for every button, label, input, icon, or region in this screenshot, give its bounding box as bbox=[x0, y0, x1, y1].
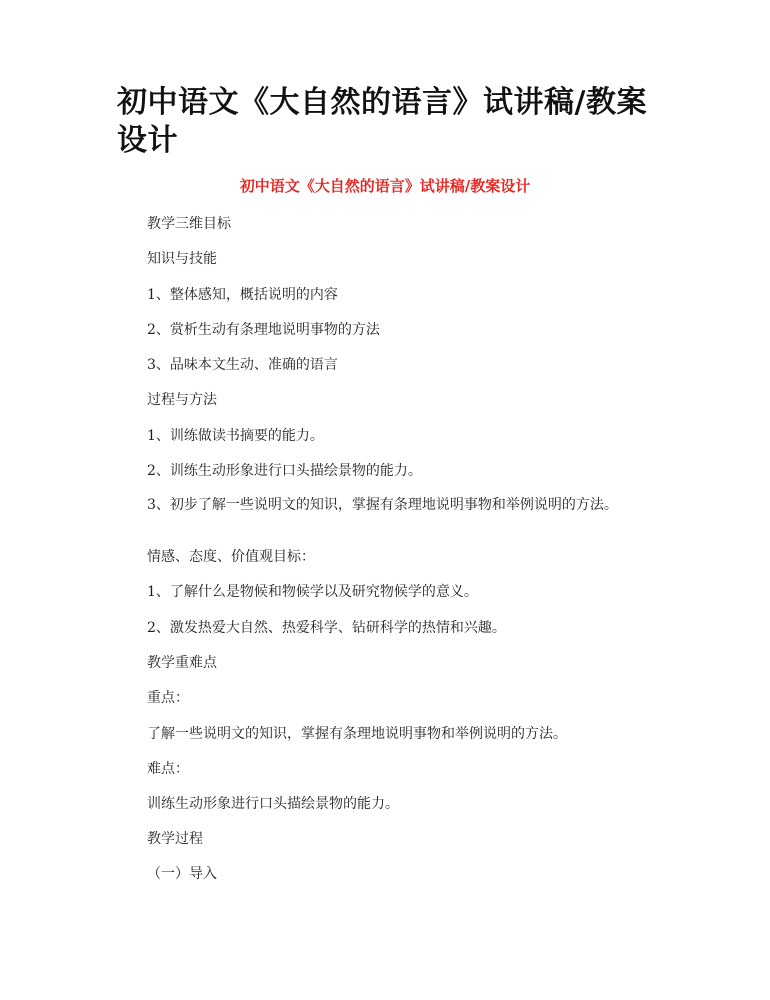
section-heading-key-difficult: 教学重难点 bbox=[147, 655, 217, 671]
paragraph-item: 3、品味本文生动、准确的语言 bbox=[147, 357, 338, 373]
subheading-process-method: 过程与方法 bbox=[147, 392, 217, 408]
paragraph-item: 1、整体感知，概括说明的内容 bbox=[147, 287, 338, 303]
paragraph-item: 3、初步了解一些说明文的知识，掌握有条理地说明事物和举例说明的方法。 bbox=[147, 497, 618, 513]
paragraph-item: 1、了解什么是物候和物候学以及研究物候学的意义。 bbox=[147, 584, 478, 600]
subheading-emotion-values: 情感、态度、价值观目标： bbox=[147, 549, 315, 565]
paragraph-item: 训练生动形象进行口头描绘景物的能力。 bbox=[147, 796, 399, 812]
section-heading-objectives: 教学三维目标 bbox=[147, 216, 231, 232]
paragraph-item: 2、赏析生动有条理地说明事物的方法 bbox=[147, 322, 380, 338]
subheading-key-point: 重点： bbox=[147, 690, 189, 706]
document-title: 初中语文《大自然的语言》试讲稿/教案设计 bbox=[117, 85, 647, 158]
document-subtitle: 初中语文《大自然的语言》试讲稿/教案设计 bbox=[239, 177, 531, 195]
paragraph-item: 了解一些说明文的知识，掌握有条理地说明事物和举例说明的方法。 bbox=[147, 726, 567, 742]
subheading-difficult-point: 难点： bbox=[147, 761, 189, 777]
section-heading-process: 教学过程 bbox=[147, 831, 203, 847]
paragraph-item: （一）导入 bbox=[147, 866, 217, 882]
subheading-knowledge-skills: 知识与技能 bbox=[147, 251, 217, 267]
paragraph-item: 1、训练做读书摘要的能力。 bbox=[147, 428, 324, 444]
paragraph-item: 2、激发热爱大自然、热爱科学、钻研科学的热情和兴趣。 bbox=[147, 620, 506, 636]
paragraph-item: 2、训练生动形象进行口头描绘景物的能力。 bbox=[147, 463, 422, 479]
